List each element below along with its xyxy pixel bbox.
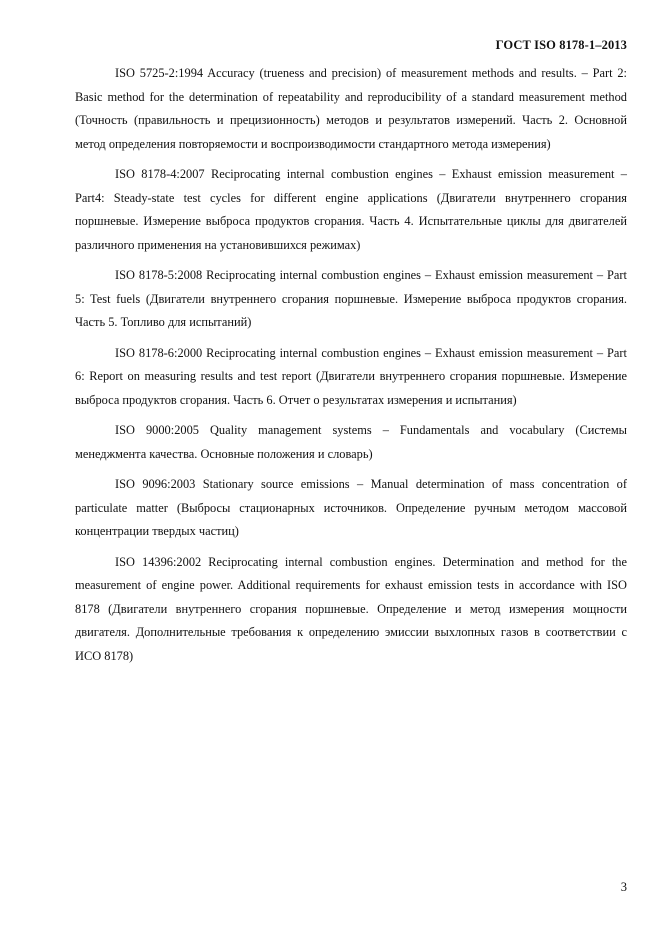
- reference-iso-8178-6: ISO 8178-6:2000 Reciprocating internal combustion engines – Exhaust emission measurement – Part 6: Report on measuring results and test report (Двигатели внутреннего сгорания поршневые. Измерение выброса продуктов сгорания. Часть 6. Отчет о результатах измерения и испытания): [75, 345, 627, 407]
- references-list: [75, 62, 627, 675]
- document-header: ГОСТ ISO 8178-1–2013: [495, 38, 627, 52]
- reference-iso-9096: ISO 9096:2003 Stationary source emissions – Manual determination of mass concentration of particulate matter (Выбросы стационарных источников. Определение ручным методом массовой концентрации твердых частиц): [75, 477, 627, 538]
- reference-iso-8178-4: ISO 8178-4:2007 Reciprocating internal combustion engines – Exhaust emission measurement – Part4: Steady-state test cycles for different engine applications (Двигатели внутреннего сгорания поршневые. Измерение выброса продуктов сгорания. Часть 4. Испытательные циклы для двигателей различного применения на установившихся режимах): [75, 167, 627, 252]
- reference-iso-8178-5: ISO 8178-5:2008 Reciprocating internal combustion engines – Exhaust emission measurement – Part 5: Test fuels (Двигатели внутреннего сгорания поршневые. Измерение выброса продуктов сгорания. Часть 5. Топливо для испытаний): [75, 268, 627, 329]
- reference-iso-9000: ISO 9000:2005 Quality management systems – Fundamentals and vocabulary (Системы менеджмента качества. Основные положения и словарь): [75, 423, 627, 461]
- page-number: 3: [620, 880, 627, 894]
- reference-iso-14396: ISO 14396:2002 Reciprocating internal combustion engines. Determination and method for the measurement of engine power. Additional requirements for exhaust emission tests in accordance with ISO 8178 (Двигатели внутреннего сгорания поршневые. Определение и метод измерения мощности двигателя. Дополнительные требования к определению эмиссии выхлопных газов в соответствии с ИСО 8178): [75, 554, 627, 663]
- reference-iso-5725-2: ISO 5725-2:1994 Accuracy (trueness and precision) of measurement methods and results. – Part 2: Basic method for the determination of repeatability and reproducibility of a standard measurement method (Точность (правильность и прецизионность) методов и результатов измерений. Часть 2. Основной метод определения повторяемости и воспроизводимости стандартного метода измерения): [75, 66, 627, 151]
